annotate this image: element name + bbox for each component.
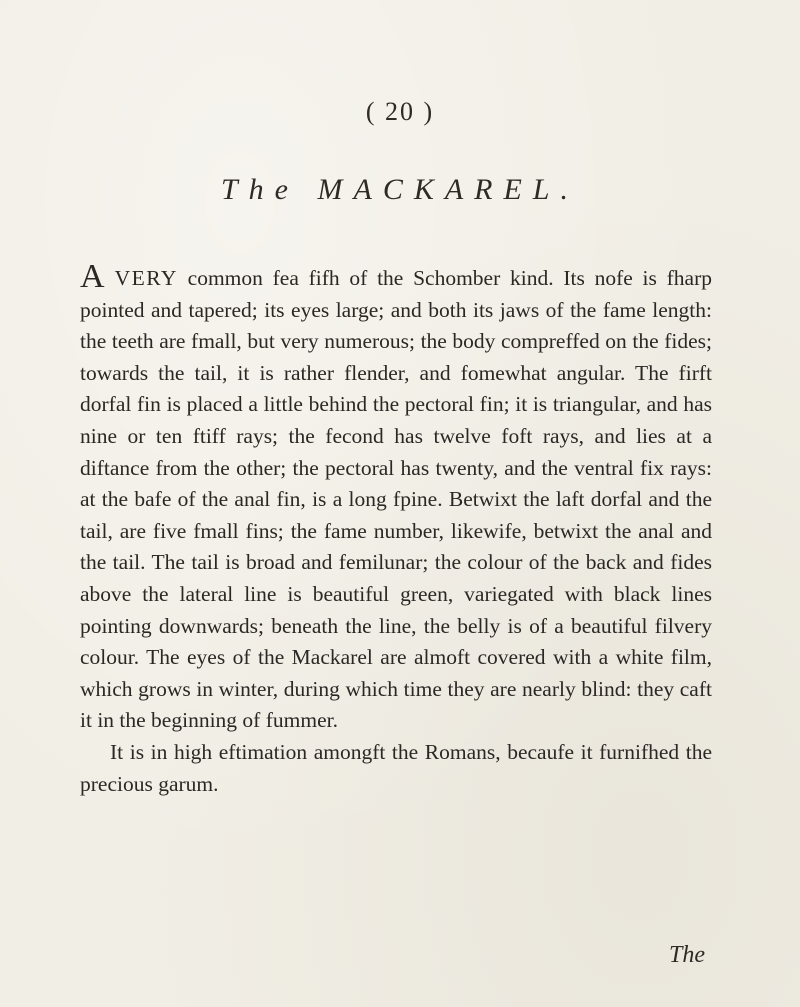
initial-letter: A [80, 258, 105, 295]
initial-word: VERY [114, 266, 178, 290]
body-text [80, 258, 712, 800]
page-title: The MACKAREL. [221, 173, 579, 206]
paragraph-2: It is in high eftimation amongft the Romans, becaufe it furnifhed the precious garum. [80, 739, 712, 796]
paragraph-1 [80, 258, 712, 737]
paragraph-1-text: common fea fifh of the Schomber kind. Its nofe is fharp pointed and tapered; its eyes large; and both its jaws of the fame length: the teeth are fmall, but very numerous; the body compreffed on the fides; towards the tail, it is rather flender, and fomewhat angular. The firft dorfal fin is placed a little behind the pectoral fin; it is triangular, and has nine or ten ftiff rays; the fecond has twelve foft rays, and lies at a diftance from the other; the pectoral has twenty, and the ventral fix rays: at the bafe of the anal fin, is a long fpine. Betwixt the laft dorfal and the tail, are five fmall fins; the fame number, likewife, betwixt the anal and the tail. The tail is broad and femilunar; the colour of the back and fides above the lateral line is beautiful green, variegated with black lines pointing downwards; beneath the line, the belly is of a beautiful filvery colour. The eyes of the Mackarel are almoft covered with a white film, which grows in winter, during which time they are nearly blind: they caft it in the beginning of fummer. [80, 266, 712, 733]
catchword: The [669, 942, 705, 968]
page-number: ( 20 ) [365, 97, 435, 126]
